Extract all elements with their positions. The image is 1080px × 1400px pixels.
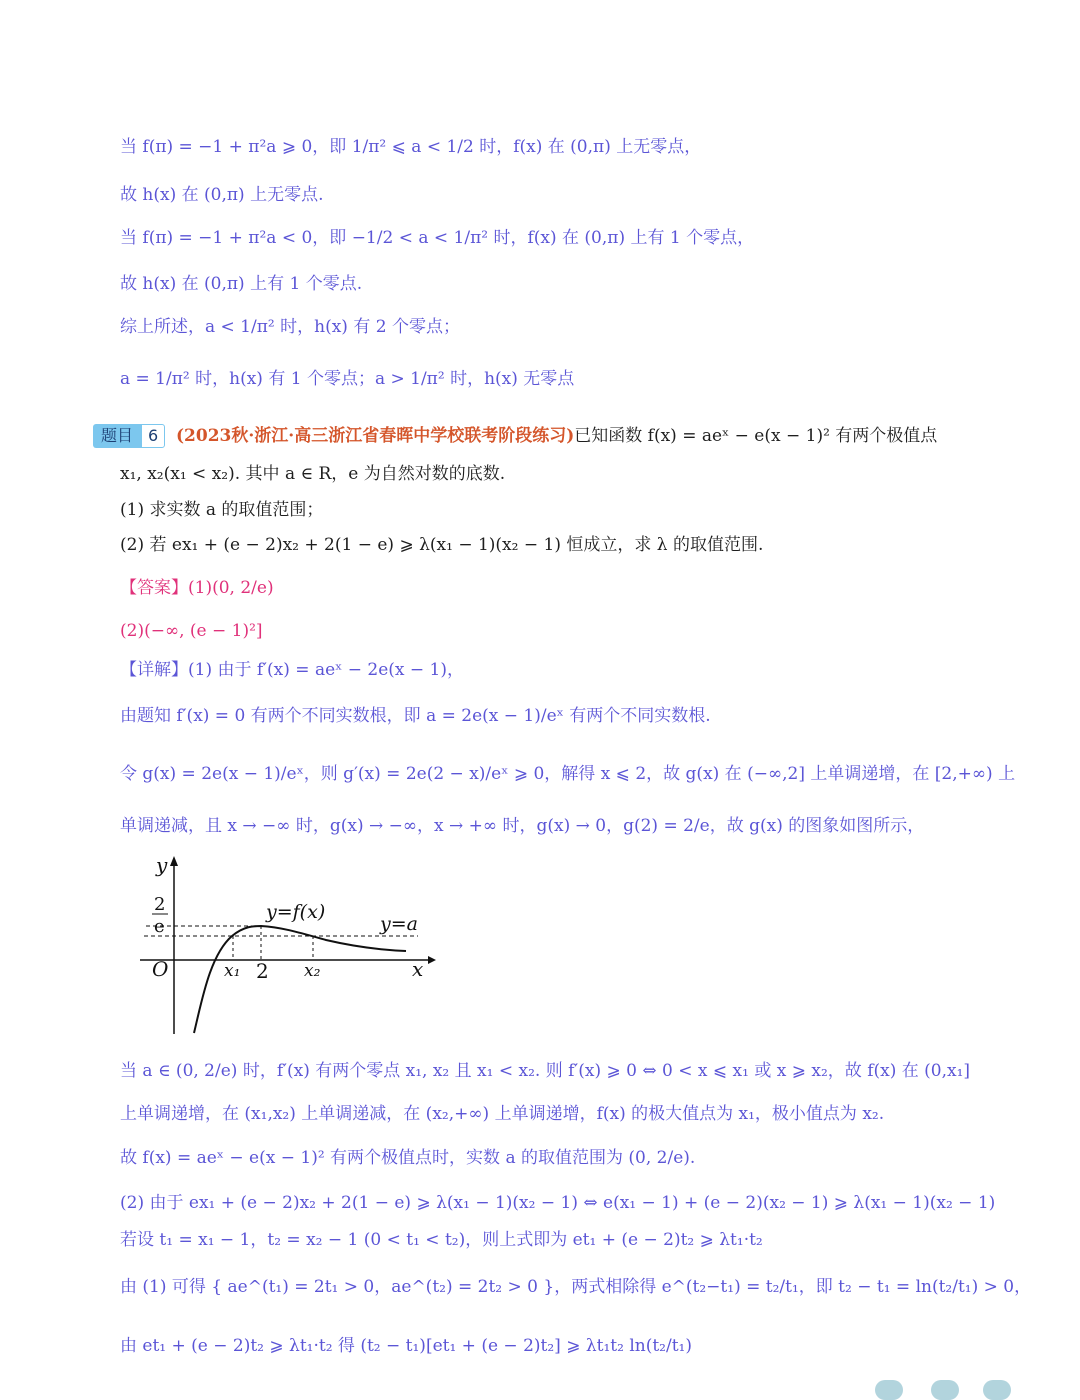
answer-1: (1)(0, 2/e) (188, 578, 274, 598)
text-line: 当 f(π) = −1 + π²a ⩾ 0，即 1/π² ⩽ a < 1/2 时，f(x) 在 (0,π) 上无零点， (120, 137, 702, 157)
problem-tag-label: 题目 (93, 424, 141, 448)
solution-line: 上单调递增，在 (x₁,x₂) 上单调递减，在 (x₂,+∞) 上单调递增，f(x) 的极大值点为 x₁，极小值点为 x₂. (120, 1104, 885, 1124)
problem-stem: 已知函数 f(x) = aeˣ − e(x − 1)² 有两个极值点 (574, 426, 938, 446)
question-2: (2) 若 ex₁ + (e − 2)x₂ + 2(1 − e) ⩾ λ(x₁ − 1)(x₂ − 1) 恒成立，求 λ 的取值范围. (120, 535, 764, 555)
origin-label: O (152, 957, 169, 981)
curve-label: y=f(x) (266, 901, 326, 923)
answer-2: (2)(−∞, (e − 1)²] (120, 621, 263, 641)
solution-line: 故 f(x) = aeˣ − e(x − 1)² 有两个极值点时，实数 a 的取值范围为 (0, 2/e). (120, 1148, 696, 1168)
problem-tag (93, 424, 165, 448)
text-line: 故 h(x) 在 (0,π) 上无零点. (120, 185, 324, 205)
text-line: 综上所述，a < 1/π² 时，h(x) 有 2 个零点； (120, 317, 460, 337)
decor-circle (983, 1380, 1011, 1400)
x1-label: x₁ (224, 961, 241, 981)
function-graph (136, 850, 436, 1040)
decor-circle (875, 1380, 903, 1400)
x-axis-arrow-icon (428, 956, 436, 964)
solution-line: 当 a ∈ (0, 2/e) 时，f′(x) 有两个零点 x₁, x₂ 且 x₁ < x₂. 则 f′(x) ⩾ 0 ⇔ 0 < x ⩽ x₁ 或 x ⩾ x₂，故 f(x) 在 (0,x₁] (120, 1061, 971, 1081)
tick-2-over-e-denominator: e (154, 916, 165, 937)
line-label: y=a (380, 913, 418, 935)
solution-line: 单调递减，且 x → −∞ 时，g(x) → −∞，x → +∞ 时，g(x) → 0，g(2) = 2/e，故 g(x) 的图象如图所示， (120, 816, 925, 836)
solution-line: 由 (1) 可得 { ae^(t₁) = 2t₁ > 0，ae^(t₂) = 2t₂ > 0 }，两式相除得 e^(t₂−t₁) = t₂/t₁，即 t₂ − t₁ = ln(t₂/t₁) > 0， (120, 1277, 1032, 1297)
problem-stem-2: x₁, x₂(x₁ < x₂). 其中 a ∈ R，e 为自然对数的底数. (120, 464, 506, 484)
answer-line-1 (120, 575, 274, 601)
x-axis-label: x (412, 957, 424, 981)
text-line: 当 f(π) = −1 + π²a < 0，即 −1/2 < a < 1/π² 时，f(x) 在 (0,π) 上有 1 个零点， (120, 228, 755, 248)
two-label: 2 (256, 959, 269, 983)
solution-line: 若设 t₁ = x₁ − 1，t₂ = x₂ − 1 (0 < t₁ < t₂)，则上式即为 et₁ + (e − 2)t₂ ⩾ λt₁·t₂ (120, 1230, 763, 1250)
solution-line: 由 et₁ + (e − 2)t₂ ⩾ λt₁·t₂ 得 (t₂ − t₁)[et₁ + (e − 2)t₂] ⩾ λt₁t₂ ln(t₂/t₁) (120, 1336, 692, 1356)
text-line: a = 1/π² 时，h(x) 有 1 个零点；a > 1/π² 时，h(x) 无零点 (120, 369, 575, 389)
x2-label: x₂ (304, 961, 321, 981)
text-line: 故 h(x) 在 (0,π) 上有 1 个零点. (120, 274, 363, 294)
page-footer-decoration (875, 1380, 1035, 1390)
decor-circle (931, 1380, 959, 1400)
problem-tag-number: 6 (141, 424, 165, 448)
question-1: (1) 求实数 a 的取值范围； (120, 500, 324, 520)
problem-source: (2023秋·浙江·高三浙江省春晖中学校联考阶段练习) (176, 426, 575, 446)
solution-line: 由题知 f′(x) = 0 有两个不同实数根，即 a = 2e(x − 1)/eˣ 有两个不同实数根. (120, 706, 711, 726)
solution-line: (2) 由于 ex₁ + (e − 2)x₂ + 2(1 − e) ⩾ λ(x₁ − 1)(x₂ − 1) ⇔ e(x₁ − 1) + (e − 2)(x₂ − 1) ⩾ λ(x₁ − 1)(x₂ − 1) (120, 1193, 996, 1213)
solution-line: 【详解】(1) 由于 f′(x) = aeˣ − 2e(x − 1)， (120, 660, 464, 680)
answer-label: 【答案】 (120, 578, 188, 598)
problem-stem-line (176, 423, 937, 449)
solution-line: 令 g(x) = 2e(x − 1)/eˣ，则 g′(x) = 2e(2 − x)/eˣ ⩾ 0，解得 x ⩽ 2，故 g(x) 在 (−∞,2] 上单调递增，在 [2,+∞) 上 (120, 764, 1016, 784)
y-axis-label: y (156, 853, 168, 877)
y-axis-arrow-icon (170, 856, 178, 866)
tick-2-over-e-numerator: 2 (154, 894, 166, 915)
